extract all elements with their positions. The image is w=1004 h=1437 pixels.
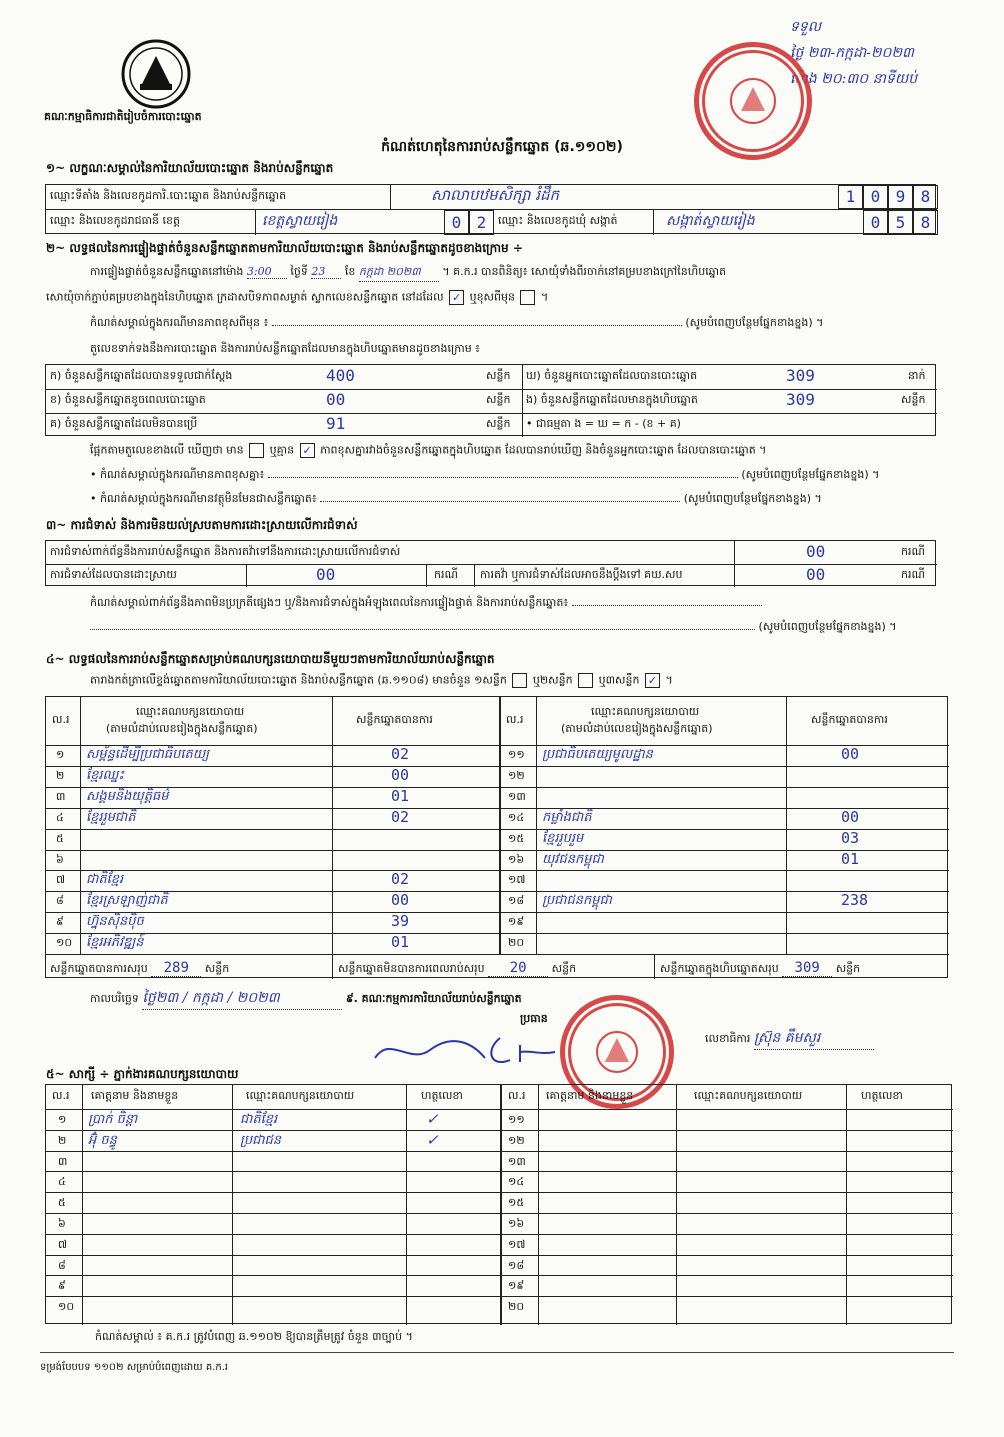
witness-row-no: ៦ xyxy=(58,1217,66,1230)
w-col-party: ឈ្មោះគណបក្សនយោបាយ xyxy=(246,1089,355,1102)
result-row-no: ១៥ xyxy=(508,831,525,845)
total-invalid-value: 20 xyxy=(488,960,548,977)
line1-text: ។ គ.ក.រ បានពិនិត្យ៖ សោយុំទាំងពីរចាក់នៅគម្របខាងក្រៅនៃហិបឆ្នោត xyxy=(442,265,727,278)
witness-row-no: ១៩ xyxy=(508,1279,525,1293)
result-row-no: ៨ xyxy=(56,894,64,908)
result-row-votes: 39 xyxy=(391,912,410,931)
org-name: គណៈកម្មាធិការជាតិរៀបចំការបោះឆ្នោត xyxy=(44,110,202,123)
bullet1-note: (សូមបំពេញបន្ថែមផ្នែកខាងខ្នង) ។ xyxy=(741,468,880,481)
figure-unit: សន្លឹក xyxy=(486,369,511,382)
witness-row-no: ១៣ xyxy=(508,1154,526,1168)
appeal-unit: ករណី xyxy=(901,568,925,581)
witness-row-no: ២០ xyxy=(508,1300,525,1314)
result-row-no: ១៩ xyxy=(508,915,525,929)
total-unit: សន្លឹក xyxy=(835,962,861,975)
result-row-no: ១៦ xyxy=(508,852,525,866)
result-row-party: ប្រជាធិបតេយ្យមូលដ្ឋាន xyxy=(542,747,653,762)
result-row-party: យុវជនកម្ពុជា xyxy=(542,851,604,867)
committee-label: ៩. គណៈកម្មការការិយាល័យរាប់សន្លឹកឆ្នោត xyxy=(345,992,522,1005)
result-row-no: ១៨ xyxy=(508,894,525,908)
objection-label: ការជំទាស់ពាក់ព័ន្ធនឹងការរាប់សន្លឹកឆ្នោត និងការតវ៉ាទៅនឹងការដោះស្រាយលើការជំទាស់ xyxy=(50,545,401,558)
line5-opt: ឬគ្មាន xyxy=(269,443,295,457)
section2-line4: តួលេខទាក់ទងនឹងការបោះឆ្នោត និងការរាប់សន្លឹកឆ្នោតដែលមានក្នុងហិបឆ្នោតមានដូចខាងក្រោម ៖ xyxy=(90,342,481,355)
result-row-no: ១៧ xyxy=(508,873,526,887)
result-row-party: ប្រជាជនកម្ពុជា xyxy=(542,893,612,909)
result-row-no: ៥ xyxy=(56,831,64,845)
section4-intro: តារាងកត់ត្រាលើខ្ទង់ឆ្នោតតាមការិយាល័យបោះឆ្នោត និងរាប់សន្លឹកឆ្នោត (ឆ.១១០៨) មានចំនួន ១សន្លឹក ឬ២សន្លឹក ឬ៣សន្លឹក ✓ ។ xyxy=(90,673,673,687)
col-no-header: ល.រ xyxy=(52,713,70,726)
secretary-value: ស្រ៊ុន គឹមសួរ xyxy=(754,1028,874,1050)
day-value: 23 xyxy=(311,265,341,279)
line3-text: កំណត់សម្គាល់ក្នុងករណីមានភាពខុសពីមុន ៖ xyxy=(90,316,269,329)
code-digit: 8 xyxy=(913,185,938,209)
date-line xyxy=(90,988,522,1010)
total-valid-label: សន្លឹកឆ្នោតបានការសរុប xyxy=(50,962,148,975)
section2-title: ២~ លទ្ធផលនៃការផ្ទៀងផ្ទាត់ចំនួនសន្លឹកឆ្នោតតាមការិយាល័យបោះឆ្នោត និងរាប់សន្លឹកឆ្នោតដូចខាងក្រោម ÷ xyxy=(46,241,523,255)
result-row-party: ខ្មែរឈ្នះ xyxy=(86,767,125,783)
secretary-label: លេខាធិការ xyxy=(705,1032,751,1045)
col-party-header: ឈ្មោះគណបក្សនយោបាយ xyxy=(136,705,245,718)
result-row-votes: 00 xyxy=(841,745,860,763)
resolved-unit: ករណី xyxy=(434,568,458,581)
result-row-no: ២០ xyxy=(508,936,525,950)
witness-row-no: ១០ xyxy=(58,1300,75,1314)
witness-name: អ៊ុំ ចន្ធូ xyxy=(88,1132,117,1148)
witness-row-no: ៤ xyxy=(58,1175,66,1189)
figure-unit: សន្លឹក xyxy=(486,393,511,406)
commune-value: សង្កាត់ស្វាយរៀង xyxy=(666,213,755,229)
received-note-line: ទទួល xyxy=(790,19,822,35)
result-row-votes: 02 xyxy=(391,807,410,826)
figure-label: ង) ចំនួនសន្លឹកឆ្នោតដែលមានក្នុងហិបឆ្នោត xyxy=(526,393,698,406)
witness-table xyxy=(45,1084,952,1324)
result-row-no: ៣ xyxy=(56,789,66,803)
objection-count: 00 xyxy=(806,542,826,561)
result-row-votes: 01 xyxy=(841,849,860,868)
witness-row-no: ៧ xyxy=(58,1237,68,1251)
section3-title: ៣~ ការជំទាស់ និងការមិនយល់ស្របតាមការដោះស្រាយលើការជំទាស់ xyxy=(46,518,358,532)
code-digit: 0 xyxy=(863,185,888,209)
president-label: ប្រធាន xyxy=(520,1012,548,1025)
line1-text: ខែ xyxy=(344,265,356,278)
col-votes-header: សន្លឹកឆ្នោតបានការ xyxy=(811,713,888,726)
president-signature xyxy=(370,1030,560,1076)
witness-party: ប្រជាជន xyxy=(240,1132,282,1148)
voters-value: 309 xyxy=(786,366,815,385)
footnote: កំណត់សម្គាល់ ៖ គ.ក.រ ត្រូវបំពេញ ឆ.១១០២ ឱ្យបានត្រឹមត្រូវ ចំនួន ៣ច្បាប់ ។ xyxy=(95,1330,413,1343)
station-label: ឈ្មោះទីតាំង និងលេខកូដការិ.បោះឆ្នោត និងរាប់សន្លឹកឆ្នោត xyxy=(46,185,391,209)
section1-table xyxy=(45,184,936,234)
figure-label: ឃ) ចំនួនអ្នកបោះឆ្នោតដែលបានបោះឆ្នោត xyxy=(526,369,698,382)
col-party-header: ឈ្មោះគណបក្សនយោបាយ xyxy=(591,705,700,718)
witness-row-no: ១ xyxy=(58,1113,67,1126)
result-row-votes: 00 xyxy=(841,807,860,826)
col-party-sub: (តាមលំដាប់លេខរៀងក្នុងសន្លឹកឆ្នោត) xyxy=(106,722,258,735)
col-no-header: ល.រ xyxy=(506,713,524,726)
witness-party: ជាតិខ្មែរ xyxy=(240,1112,278,1127)
result-row-no: ៧ xyxy=(56,873,66,887)
col-votes-header: សន្លឹកឆ្នោតបានការ xyxy=(356,713,433,726)
bullet2-text: • កំណត់សម្គាល់ក្នុងករណីមានវត្ថុមិនមែនជាសន្លឹកឆ្នោត៖ xyxy=(90,492,317,505)
changed-checkbox[interactable] xyxy=(520,290,535,305)
result-row-votes: 01 xyxy=(391,786,410,805)
w-col-no: ល.រ xyxy=(508,1089,526,1102)
total-box xyxy=(660,960,860,978)
line3-note: (សូមបំពេញបន្ថែមផ្នែកខាងខ្នង) ។ xyxy=(685,316,824,329)
section1-title: ១~ លក្ខណៈសម្គាល់នៃការិយាល័យបោះឆ្នោត និងរាប់សន្លឹកឆ្នោត xyxy=(46,161,334,175)
line1-text: ថ្ងៃទី xyxy=(290,265,308,278)
figure-label: ក) ចំនួនសន្លឹកឆ្នោតដែលបានទទួលជាក់ស្តែង xyxy=(50,369,233,382)
result-row-votes: 03 xyxy=(841,828,860,847)
date-value: ថ្ងៃ២៣ / កក្កដា / ២០២៣ xyxy=(142,988,342,1010)
result-row-votes: 01 xyxy=(391,933,410,952)
code-digit: 9 xyxy=(888,185,913,209)
result-row-party: ហ្វ៊ុនស៊ិនប៉ិច xyxy=(86,914,144,930)
col-party-sub: (តាមលំដាប់លេខរៀងក្នុងសន្លឹកឆ្នោត) xyxy=(561,722,713,735)
witness-row-no: ១៨ xyxy=(508,1258,525,1272)
witness-signature: ✓ xyxy=(426,1130,439,1149)
bullet2-note: (សូមបំពេញបន្ថែមផ្នែកខាងខ្នង) ។ xyxy=(683,492,822,505)
commune-code xyxy=(863,210,938,235)
total-valid xyxy=(50,960,229,978)
result-row-party: ខ្មែររួមជាតិ xyxy=(86,809,136,825)
result-row-no: ១ xyxy=(56,748,65,761)
received-value: 400 xyxy=(326,366,355,385)
witness-row-no: ១១ xyxy=(508,1113,525,1126)
result-row-no: ៤ xyxy=(56,810,64,824)
result-row-party: កម្លាំងជាតិ xyxy=(542,809,592,825)
w-col-name: គោត្តនាម និងនាមខ្លួន xyxy=(546,1089,634,1102)
result-row-party: ជាតិខ្មែរ xyxy=(86,872,124,888)
two-sheet-checkbox[interactable] xyxy=(578,673,593,688)
received-note xyxy=(790,14,917,92)
line2-opt: ឬខុសពីមុន xyxy=(469,290,515,304)
resolved-label: ការជំទាស់ដែលបានដោះស្រាយ xyxy=(50,568,177,581)
result-row-party: ខ្មែរស្រឡាញ់ជាតិ xyxy=(86,893,168,909)
line2-text: សោយុំចាក់ភ្ជាប់គម្របខាងក្នុងនៃហិបឆ្នោត ក្រដាសបិទភាពសម្ងាត់ ស្លាកលេខសន្លឹកឆ្នោត នៅដដែល xyxy=(46,290,444,304)
formula-note: • ជាធម្មតា ង = ឃ = ក - (ខ + គ) xyxy=(526,417,681,430)
result-row-votes: 02 xyxy=(391,870,410,889)
section3-table xyxy=(45,540,936,586)
w-col-name: គោត្តនាម និងនាមខ្លួន xyxy=(91,1089,179,1102)
section4-title: ៤~ លទ្ធផលនៃការរាប់សន្លឹកឆ្នោតសម្រាប់គណបក្សនយោបាយនីមួយៗតាមការិយាល័យរាប់សន្លឹកឆ្នោត xyxy=(46,652,495,666)
result-row-no: ៩ xyxy=(56,915,64,929)
unused-value: 91 xyxy=(326,414,346,433)
result-row-party: ខ្មែរអភិវឌ្ឍន៍ xyxy=(86,935,144,951)
has-difference-checkbox[interactable] xyxy=(249,443,264,458)
result-row-no: ១៤ xyxy=(508,810,525,824)
spoiled-value: 00 xyxy=(326,390,346,409)
one-sheet-checkbox[interactable] xyxy=(512,673,527,688)
appeal-label: ការតវ៉ា ឬការជំទាស់ដែលអាចនឹងប្តឹងទៅ គឃ.សប xyxy=(480,568,683,581)
total-box-value: 309 xyxy=(782,960,832,977)
date-label: កាលបរិច្ឆេទ xyxy=(90,992,139,1005)
section2-line2: សោយុំចាក់ភ្ជាប់គម្របខាងក្នុងនៃហិបឆ្នោត ក្រដាសបិទភាពសម្ងាត់ ស្លាកលេខសន្លឹកឆ្នោត នៅដដែល ✓ ឬខុសពីមុន ។ xyxy=(46,290,549,304)
total-unit: សន្លឹក xyxy=(204,962,230,975)
section3-note-line2 xyxy=(90,620,940,636)
time-value: 3:00 xyxy=(247,265,287,279)
line1-text: ការផ្ទៀងផ្ទាត់ចំនួនសន្លឹកឆ្នោតនៅម៉ោង xyxy=(90,265,244,278)
total-invalid xyxy=(338,960,576,978)
line5-text: ផ្អែកតាមតួលេខខាងលើ ឃើញថា មាន xyxy=(90,443,244,457)
code-digit: 5 xyxy=(888,210,913,235)
section2-figures-table xyxy=(45,364,936,436)
bullet1-text: • កំណត់សម្គាល់ក្នុងករណីមានភាពខុសគ្នា៖ xyxy=(90,468,265,481)
w-col-sign: ហត្ថលេខា xyxy=(421,1089,463,1102)
resolved-count: 00 xyxy=(316,565,336,584)
result-row-party: ខ្មែររួបរួម xyxy=(542,830,584,846)
three-sheet-checkbox[interactable]: ✓ xyxy=(645,673,660,688)
code-digit: 0 xyxy=(444,210,469,235)
page-title: កំណត់ហេតុនៃការរាប់សន្លឹកឆ្នោត (ឆ.១១០២) xyxy=(381,139,623,155)
section2-line5 xyxy=(90,443,766,460)
result-row-no: ១៣ xyxy=(508,789,526,803)
total-valid-value: 289 xyxy=(151,960,201,977)
section2-line3 xyxy=(90,316,940,332)
station-code xyxy=(838,185,938,209)
witness-row-no: ៥ xyxy=(58,1196,66,1210)
witness-row-no: ១៧ xyxy=(508,1237,526,1251)
w-col-sign: ហត្ថលេខា xyxy=(861,1089,903,1102)
intro-opt3: ឬ៣សន្លឹក xyxy=(598,673,640,687)
witness-signature: ✓ xyxy=(426,1110,439,1128)
total-invalid-label: សន្លឹកឆ្នោតមិនបានការពេលរាប់សរុប xyxy=(338,962,485,975)
result-row-no: ២ xyxy=(56,768,65,782)
figure-label: ខ) ចំនួនសន្លឹកឆ្នោតខូចពេលបោះឆ្នោត xyxy=(50,393,206,406)
results-table xyxy=(45,696,948,978)
witness-row-no: ៣ xyxy=(58,1154,68,1168)
figure-label: គ) ចំនួនសន្លឹកឆ្នោតដែលមិនបានប្រើ xyxy=(50,417,198,430)
figure-unit: សន្លឹក xyxy=(901,393,926,406)
appeal-count: 00 xyxy=(806,565,826,584)
result-row-no: ១០ xyxy=(56,936,73,950)
result-row-no: ១១ xyxy=(508,748,525,761)
total-box-label: សន្លឹកឆ្នោតក្នុងហិបឆ្នោតសរុប xyxy=(660,962,779,975)
section3-note xyxy=(90,596,940,612)
objection-unit: ករណី xyxy=(901,545,925,558)
intro-text: តារាងកត់ត្រាលើខ្ទង់ឆ្នោតតាមការិយាល័យបោះឆ្នោត និងរាប់សន្លឹកឆ្នោត (ឆ.១១០៨) មានចំនួន ១សន្លឹក xyxy=(90,673,507,687)
same-checkbox[interactable]: ✓ xyxy=(449,290,464,305)
code-digit: 1 xyxy=(838,185,863,209)
witness-row-no: ២ xyxy=(58,1133,67,1147)
result-row-party: សង្គមនិងយុត្តិធម៌ xyxy=(86,788,169,804)
result-row-no: ៦ xyxy=(56,852,64,866)
witness-name: ប្រាក់ ចិន្តា xyxy=(88,1112,138,1127)
figure-unit: នាក់ xyxy=(908,369,926,382)
result-row-votes: 02 xyxy=(391,745,410,763)
received-note-line: ម៉ោង ២០:៣០ នាទីយប់ xyxy=(790,71,918,87)
section2-bullet1 xyxy=(90,468,940,484)
intro-opt2: ឬ២សន្លឹក xyxy=(532,673,573,687)
result-row-no: ១២ xyxy=(508,768,525,782)
province-code xyxy=(444,210,494,235)
station-value: សាលាបឋមសិក្សា រំដឹក xyxy=(431,186,560,204)
result-row-votes: 238 xyxy=(841,891,869,910)
total-unit: សន្លឹក xyxy=(551,962,577,975)
line5-rest: ភាពខុសគ្នារវាងចំនួនសន្លឹកឆ្នោតក្នុងហិបឆ្នោត ដែលបានរាប់ឃើញ និងចំនួនអ្នកបោះឆ្នោត ដែលបានបោះឆ្នោត ។ xyxy=(320,443,767,457)
month-value: កក្កដា ២០២៣ xyxy=(359,265,439,282)
code-digit: 0 xyxy=(863,210,888,235)
nec-logo xyxy=(120,38,192,110)
w-col-no: ល.រ xyxy=(52,1089,70,1102)
w-col-party: ឈ្មោះគណបក្សនយោបាយ xyxy=(694,1089,803,1102)
section2-line1 xyxy=(90,265,726,282)
province-value: ខេត្តស្វាយរៀង xyxy=(262,213,338,229)
witness-row-no: ៨ xyxy=(58,1258,66,1272)
form-footer: ទម្រង់បែបបទ ១១០២ សម្រាប់បំពេញដោយ គ.ក.រ xyxy=(40,1362,229,1373)
note-text: កំណត់សម្គាល់ពាក់ព័ន្ធនឹងភាពមិនប្រក្រតីផ្សេងៗ ឬ/និងការជំទាស់ក្នុងអំឡុងពេលនៃការផ្ទៀងផ្ទាត់ និងការរាប់សន្លឹកឆ្នោត៖ xyxy=(90,596,569,609)
result-row-votes: 00 xyxy=(391,891,410,910)
witness-row-no: ៩ xyxy=(58,1279,66,1293)
commune-label: ឈ្មោះ និងលេខកូដឃុំ សង្កាត់ xyxy=(494,210,654,235)
witness-row-no: ១៦ xyxy=(508,1217,525,1230)
section5-title: ៥~ សាក្សី ÷ ភ្នាក់ងារគណបក្សនយោបាយ xyxy=(46,1067,239,1081)
witness-row-no: ១៤ xyxy=(508,1175,525,1189)
secretary xyxy=(705,1028,874,1050)
result-row-votes: 00 xyxy=(391,765,410,784)
note-tail: (សូមបំពេញបន្ថែមផ្នែកខាងខ្នង) ។ xyxy=(758,620,897,633)
no-difference-checkbox[interactable]: ✓ xyxy=(300,443,315,458)
code-digit: 2 xyxy=(469,210,494,235)
ballots-in-box-value: 309 xyxy=(786,390,815,409)
province-label: ឈ្មោះ និងលេខកូដរាជធានី ខេត្ត xyxy=(46,210,256,235)
received-note-line: ថ្ងៃ ២៣-កក្កដា-២០២៣ xyxy=(790,45,914,61)
result-row-party: សម្ព័ន្ធដើម្បីប្រជាធិបតេយ្យ xyxy=(86,747,210,762)
witness-row-no: ១២ xyxy=(508,1133,525,1147)
code-digit: 8 xyxy=(913,210,938,235)
section2-bullet2 xyxy=(90,492,940,508)
witness-row-no: ១៥ xyxy=(508,1196,525,1210)
figure-unit: សន្លឹក xyxy=(486,417,511,430)
